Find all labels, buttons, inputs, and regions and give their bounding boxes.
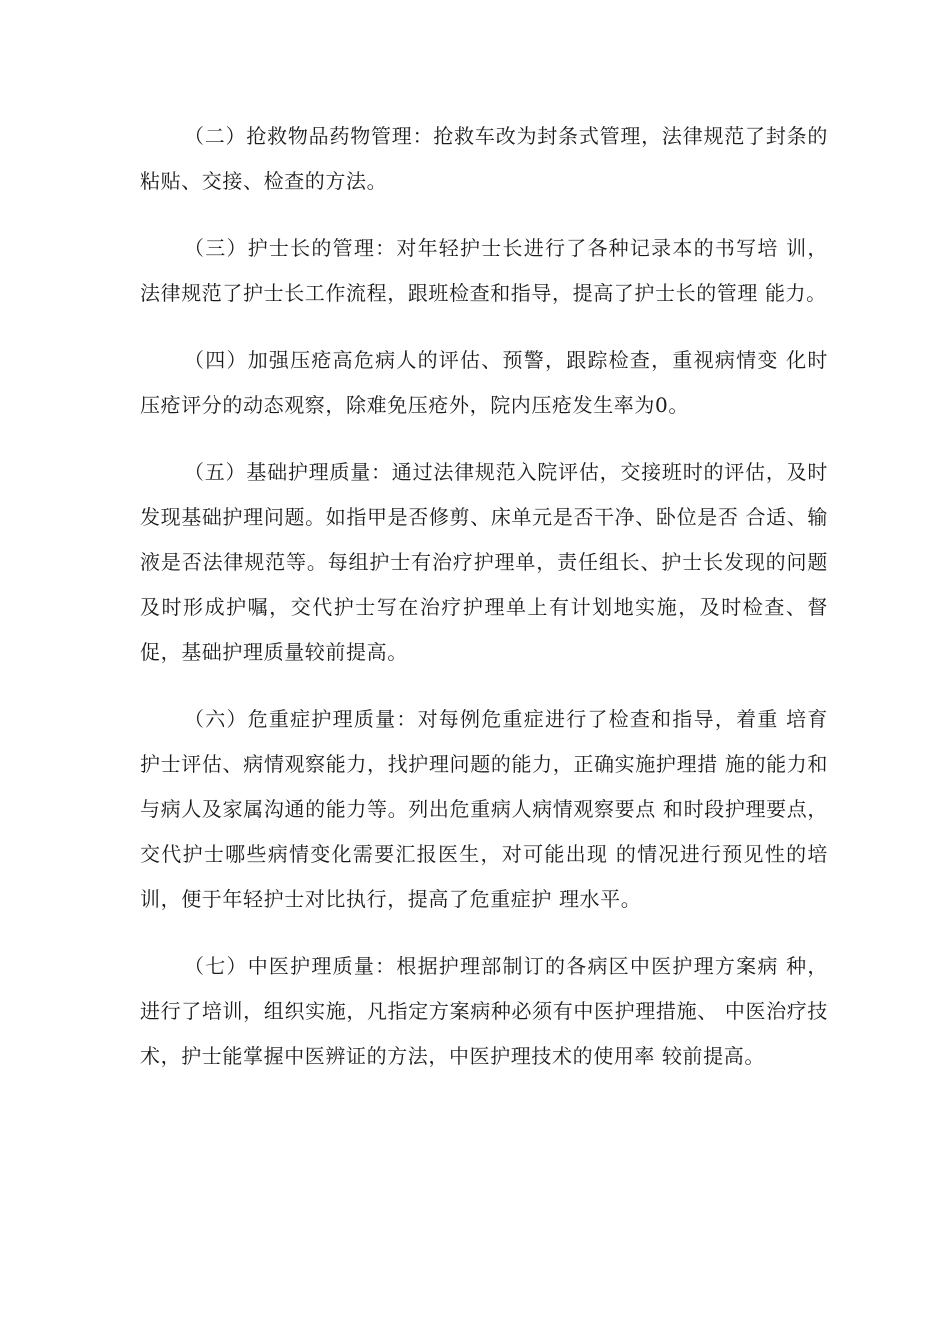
- paragraph-rescue-supplies: （二）抢救物品药物管理：抢救车改为封条式管理，法律规范了封条的粘贴、交接、检查的方法。: [140, 124, 828, 193]
- paragraph-head-nurse-management: （三）护士长的管理：对年轻护士长进行了各种记录本的书写培 训，法律规范了护士长工作流程，跟班检查和指导，提高了护士长的管理 能力。: [140, 236, 828, 305]
- paragraph-pressure-ulcer: （四）加强压疮高危病人的评估、预警，跟踪检查，重视病情变 化时压疮评分的动态观察，除难免压疮外，院内压疮发生率为0。: [140, 348, 828, 417]
- paragraph-critical-care-quality: （六）危重症护理质量：对每例危重症进行了检查和指导，着重 培育护士评估、病情观察能力，找护理问题的能力，正确实施护理措 施的能力和与病人及家属沟通的能力等。列出危重病人病情观察要点 和时段护理要点，交代护士哪些病情变化需要汇报医生，对可能出现 的情况进行预见性的培训，便于年轻护士对比执行，提高了危重症护 理水平。: [140, 707, 828, 911]
- paragraph-tcm-nursing-quality: （七）中医护理质量：根据护理部制订的各病区中医护理方案病 种，进行了培训，组织实施，凡指定方案病种必须有中医护理措施、 中医治疗技术，护士能掌握中医辨证的方法，中医护理技术的使用率 较前提高。: [140, 954, 828, 1068]
- paragraph-basic-nursing-quality: （五）基础护理质量：通过法律规范入院评估，交接班时的评估，及时发现基础护理问题。如指甲是否修剪、床单元是否干净、卧位是否 合适、输液是否法律规范等。每组护士有治疗护理单，责任组长、护士长发现的问题及时形成护嘱，交代护士写在治疗护理单上有计划地实施，及时检查、督促，基础护理质量较前提高。: [140, 460, 828, 664]
- document-body: [140, 114, 828, 1101]
